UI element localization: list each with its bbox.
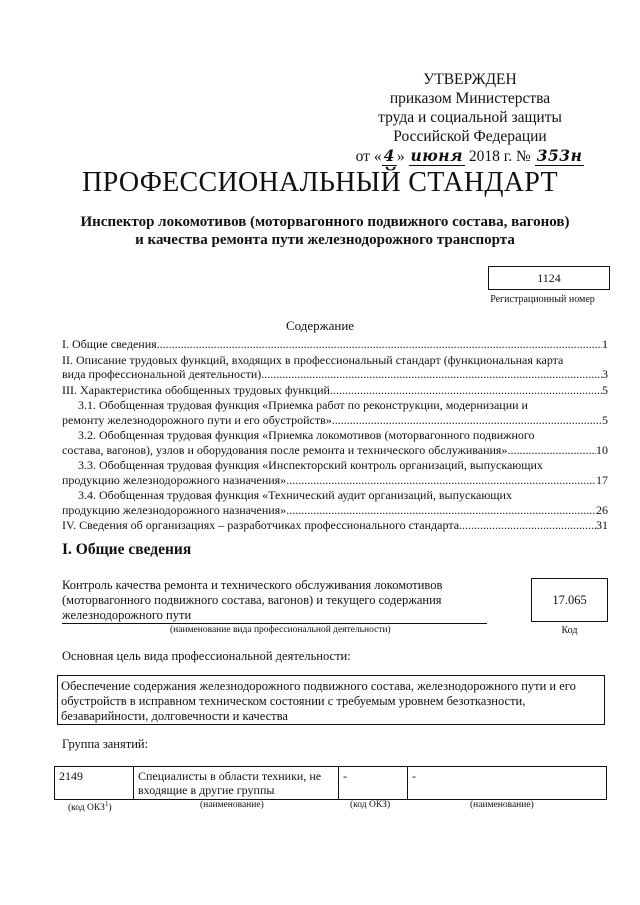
toc-leader-dots (459, 518, 596, 533)
toc-entry[interactable] (62, 383, 608, 398)
toc-page-number: 1 (602, 337, 608, 351)
section-heading: I. Общие сведения (62, 541, 192, 558)
toc-entry-text: II. Описание трудовых функций, входящих в профессиональный стандарт (функциональная карта (62, 352, 564, 367)
contents-title: Содержание (285, 318, 355, 333)
okz-name-caption: (наименование) (200, 800, 264, 810)
activity-kind-caption: (наименование вида профессиональной деятельности) (170, 625, 391, 635)
toc-leader-dots (330, 383, 602, 398)
table-row (55, 767, 607, 800)
toc-page-number: 10 (596, 442, 608, 457)
goal-label: Основная цель вида профессиональной деятельности: (62, 649, 351, 663)
toc-page-number: 26 (596, 502, 608, 517)
toc-entry-title: продукцию железнодорожного назначения» (62, 472, 287, 487)
activity-kind-line-1: Контроль качества ремонта и технического обслуживания локомотивов (62, 578, 443, 592)
registration-number-box: 1124 (488, 266, 610, 290)
approval-line-2: труда и социальной защиты (378, 109, 562, 126)
toc-page-number: 3 (602, 367, 608, 381)
approval-line-1: приказом Министерства (389, 90, 551, 107)
toc-entry-title: III. Характеристика обобщенных трудовых функций (62, 382, 330, 397)
registration-number-label: Регистрационный номер (490, 294, 595, 305)
toc-entry-title: IV. Сведения об организациях – разработчиках профессионального стандарта (62, 518, 460, 532)
toc-entry[interactable] (62, 337, 608, 352)
activity-kind-line-2: (моторвагонного подвижного состава, вагонов) и текущего содержания (62, 593, 442, 607)
document-subtitle (60, 213, 590, 249)
toc-leader-dots (157, 337, 602, 352)
toc-leader-dots (286, 503, 596, 518)
toc-entry[interactable] (62, 458, 608, 487)
okz-code-caption: (код ОКЗ) (350, 800, 391, 810)
toc-entry-text: 3.4. Обобщенная трудовая функция «Технический аудит организаций, выпускающих (78, 488, 512, 502)
handwritten-day: 4 (383, 146, 395, 165)
activity-code-box: 17.065 (531, 578, 608, 622)
activity-kind-underline (62, 623, 487, 624)
toc-page-number: 5 (602, 412, 608, 427)
goal-text-box: Обеспечение содержания железнодорожного подвижного состава, железнодорожного пути и его обустройств в исправном техническом состоянии с требуемым уровнем безотказности, безаварийности, долговечности и качества (57, 675, 605, 725)
table-of-contents (62, 337, 608, 534)
toc-leader-dots (261, 367, 602, 382)
toc-entry-title: I. Общие сведения (62, 337, 157, 351)
subtitle-line-2: и качества ремонта пути железнодорожного транспорта (135, 232, 515, 248)
toc-page-number: 31 (596, 518, 608, 532)
toc-entry[interactable] (62, 518, 608, 533)
okz-name-cell: - (408, 767, 607, 800)
occupation-group-table (54, 766, 607, 800)
okz-name-cell: Специалисты в области техники, не входящие в другие группы (134, 767, 339, 800)
toc-entry-title: вида профессиональной деятельности) (62, 367, 262, 381)
toc-leader-dots (507, 443, 596, 458)
approval-title: УТВЕРЖДЕН (423, 71, 517, 88)
date-year: 2018 г. № (468, 148, 531, 165)
occupation-group-label: Группа занятий: (62, 737, 149, 751)
okz-name-caption: (наименование) (470, 800, 534, 810)
toc-page-number: 5 (602, 382, 608, 397)
toc-entry-text: 3.2. Обобщенная трудовая функция «Приемка локомотивов (моторвагонного подвижного (78, 428, 535, 442)
okz-code-caption: (код ОКЗ$^1$) (68, 800, 112, 814)
subtitle-line-1: Инспектор локомотивов (моторвагонного подвижного состава, вагонов) (80, 214, 570, 230)
document-title: ПРОФЕССИОНАЛЬНЫЙ СТАНДАРТ (82, 167, 558, 198)
toc-entry-text: 3.1. Обобщенная трудовая функция «Приемка работ по реконструкции, модернизации и (78, 398, 528, 412)
toc-leader-dots (286, 473, 596, 488)
date-prefix: от « (355, 148, 382, 165)
activity-kind-line-3: железнодорожного пути (62, 608, 192, 622)
approval-block (330, 70, 610, 166)
approval-date-line (330, 146, 610, 166)
toc-page-number: 17 (596, 472, 608, 487)
toc-entry[interactable] (62, 488, 608, 517)
toc-entry[interactable] (62, 398, 608, 427)
toc-entry-text: 3.3. Обобщенная трудовая функция «Инспекторский контроль организаций, выпускающих (78, 458, 543, 472)
toc-entry[interactable] (62, 428, 608, 457)
toc-leader-dots (332, 413, 602, 428)
okz-code-cell: - (339, 767, 408, 800)
toc-entry-title: продукцию железнодорожного назначения» (62, 502, 287, 517)
activity-kind-name (62, 578, 462, 623)
activity-code-caption: Код (561, 625, 578, 636)
handwritten-month: июня (410, 146, 463, 165)
date-mid: » (396, 148, 405, 165)
okz-code-cell: 2149 (55, 767, 134, 800)
toc-entry-title: состава, вагонов), узлов и оборудования после ремонта и технического обслуживания» (62, 442, 508, 457)
toc-entry-title: ремонту железнодорожного пути и его обустройств» (62, 412, 332, 427)
handwritten-order-number: 353н (536, 146, 583, 165)
approval-line-3: Российской Федерации (393, 128, 547, 145)
toc-entry[interactable] (62, 353, 608, 382)
